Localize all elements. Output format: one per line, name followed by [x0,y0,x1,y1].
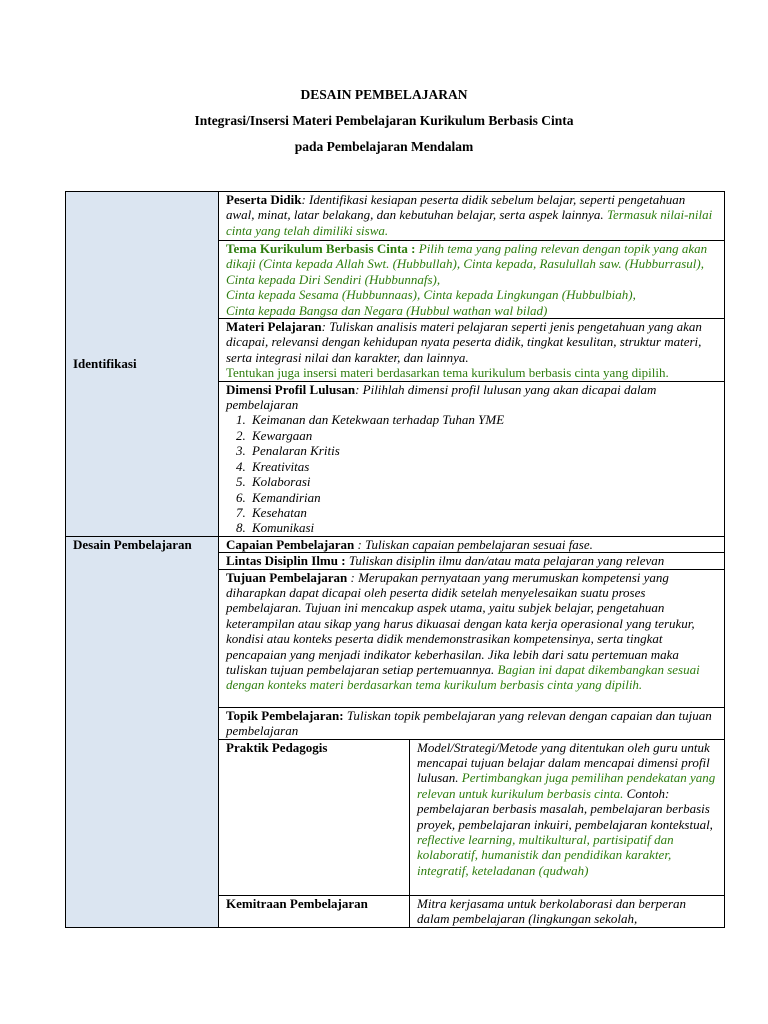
design-table [65,191,725,928]
dimensi-item: 3. Penalaran Kritis [249,443,717,458]
cell-peserta-didik [219,192,725,241]
cell-capaian [219,536,725,552]
dimensi-item: 1. Keimanan dan Ketekwaan terhadap Tuhan YME [249,412,717,427]
dimensi-item: 7. Kesehatan [249,505,717,520]
cell-materi [219,319,725,382]
praktik-example: Contoh: pembelajaran berbasis masalah, pembelajaran berbasis proyek, pembelajaran inkuiri, pembelajaran kontekstual, [417,785,713,832]
lintas-title: Lintas Disiplin Ilmu : [226,553,346,569]
label-identifikasi: Identifikasi [66,192,219,537]
dimensi-list [226,412,717,535]
label-desain: Desain Pembelajaran [66,536,219,927]
cell-praktik-label [219,739,410,895]
cell-kemitraan-label [219,895,410,927]
peserta-title: Peserta Didik [226,192,302,207]
page-subtitle-1: Integrasi/Insersi Materi Pembelajaran Kurikulum Berbasis Cinta [194,113,574,128]
dimensi-item: 4. Kreativitas [249,459,717,474]
tema-title: Tema Kurikulum Berbasis Cinta : [226,241,416,256]
row-capaian [66,536,725,552]
cell-praktik-desc [410,739,725,895]
cell-lintas [219,553,725,569]
peserta-note: Termasuk nilai-nilai cinta yang telah dimiliki siswa. [226,207,713,238]
cell-topik [219,707,725,739]
tujuan-title: Tujuan Pembelajaran [226,569,348,585]
praktik-example-green: reflective learning, multikultural, partisipatif dan kolaboratif, humanistik dan pendidikan karakter, integratif, keteladanan (qudwah) [417,831,674,878]
kemitraan-desc: Mitra kerjasama untuk berkolaborasi dan berperan dalam pembelajaran (lingkungan sekolah, [417,895,687,926]
page-title: DESAIN PEMBELAJARAN [300,87,468,102]
capaian-desc: : Tuliskan capaian pembelajaran sesuai fase. [354,536,593,552]
dimensi-desc: : Pilihlah dimensi profil lulusan yang akan dicapai dalam pembelajaran [226,381,657,413]
praktik-desc: Model/Strategi/Metode yang ditentukan oleh guru untuk mencapai tujuan belajar dalam mencapai dimensi profil lulusan. [417,739,710,786]
cell-kemitraan-desc [410,895,725,927]
page-subtitle-2: pada Pembelajaran Mendalam [294,139,474,154]
capaian-title: Capaian Pembelajaran [226,536,355,552]
dimensi-title: Dimensi Profil Lulusan [226,381,356,397]
dimensi-item: 5. Kolaborasi [249,474,717,489]
cell-dimensi [219,381,725,536]
topik-desc: Tuliskan topik pembelajaran yang relevan dengan capaian dan tujuan pembelajaran [226,707,712,738]
kemitraan-title: Kemitraan Pembelajaran [226,895,368,911]
topik-title: Topik Pembelajaran: [226,707,344,723]
tujuan-note: Bagian ini dapat dikembangkan sesuai dengan konteks materi berdasarkan tema kurikulum berbasis cinta yang dipilih. [226,661,700,693]
materi-title: Materi Pelajaran [226,319,322,335]
materi-note: Tentukan juga insersi materi berdasarkan tema kurikulum berbasis cinta yang dipilih. [226,365,669,381]
tujuan-desc: : Merupakan pernyataan yang merumuskan kompetensi yang diharapkan dapat dicapai oleh peserta didik setelah menyelesaikan suatu proses pembelajaran. Tujuan ini mencakup aspek utama, yaitu subjek belajar, pengetahuan keterampilan atau sikap yang harus dikuasai dengan kata kerja operasional yang terukur, kondisi atau konteks peserta didik mendemonstrasikan kompetensinya, serta tingkat pencapaian yang menjadi indikator keberhasilan. Jika lebih dari satu pertemuan maka tuliskan tujuan pembelajaran setiap pertemuannya. [226,569,695,677]
cell-tema [219,241,725,319]
dimensi-item: 8. Komunikasi [249,520,717,535]
cell-tujuan [219,569,725,707]
dimensi-item: 6. Kemandirian [249,490,717,505]
row-peserta-didik [66,192,725,241]
praktik-note: Pertimbangkan juga pemilihan pendekatan yang relevan untuk kurikulum berbasis cinta. [417,770,716,801]
praktik-title: Praktik Pedagogis [226,739,328,755]
materi-desc: : Tuliskan analisis materi pelajaran seperti jenis pengetahuan yang akan dicapai, relevansi dengan kehidupan nyata peserta didik, tingkat kesulitan, struktur materi, serta integrasi nilai dan karakter, dan lainnya. [226,319,702,365]
peserta-desc: : Identifikasi kesiapan peserta didik sebelum belajar, seperti pengetahuan awal, minat, latar belakang, dan kebutuhan belajar, serta aspek lainnya. [226,192,686,223]
dimensi-item: 2. Kewargaan [249,428,717,443]
tema-desc: Pilih tema yang paling relevan dengan topik yang akan dikaji (Cinta kepada Allah Swt. (Hubbullah), Cinta kepada, Rasulullah saw. (Hubburrasul), Cinta kepada Diri Sendiri (Hubbunnafs), [226,241,708,287]
tema-line-2: Cinta kepada Sesama (Hubbunnaas), Cinta kepada Lingkungan (Hubbulbiah), [226,287,636,303]
tema-line-3: Cinta kepada Bangsa dan Negara (Hubbul wathan wal bilad) [226,302,548,318]
lintas-desc: Tuliskan disiplin ilmu dan/atau mata pelajaran yang relevan [345,553,665,569]
